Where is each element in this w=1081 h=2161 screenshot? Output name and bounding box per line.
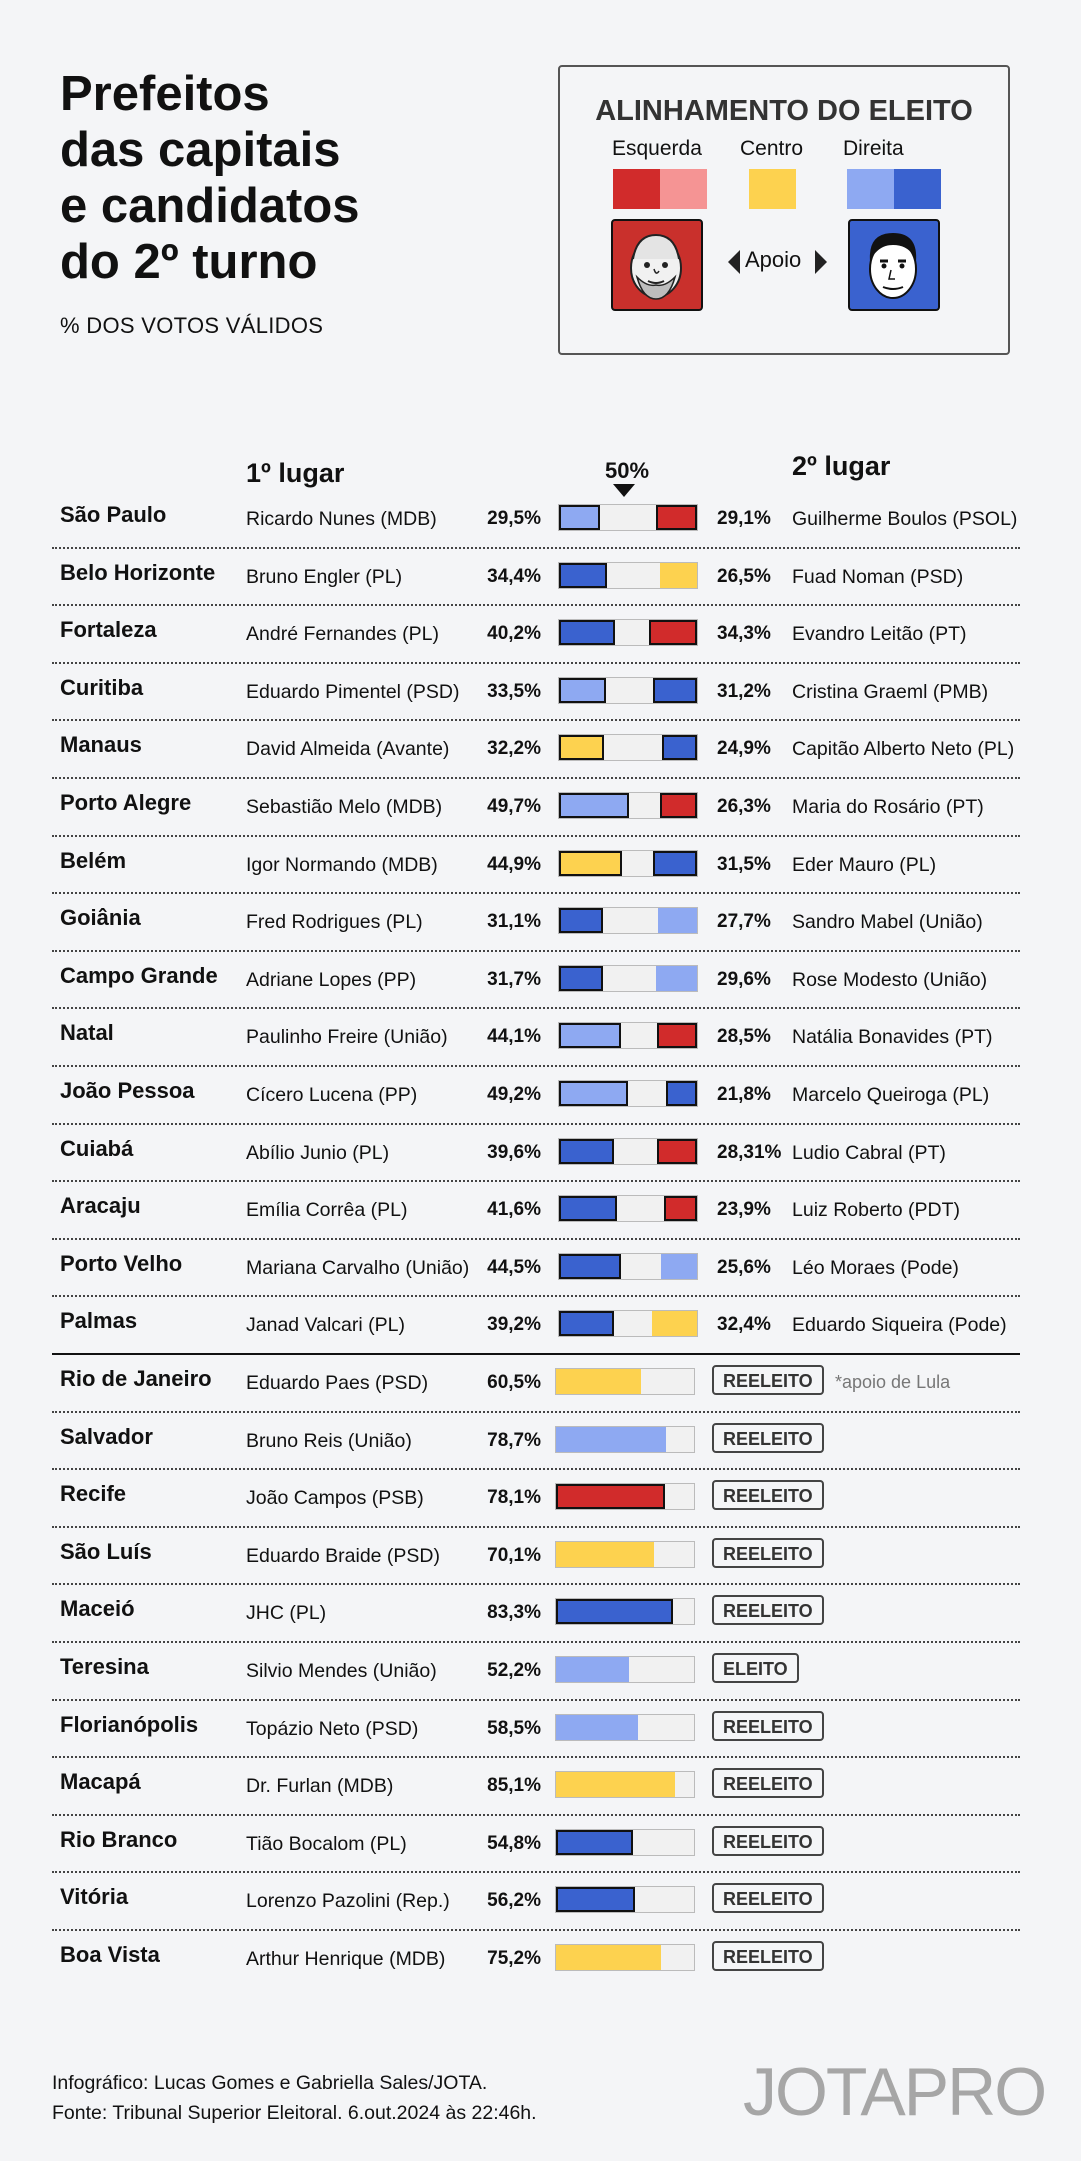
first-percent-label: 40,2% xyxy=(487,623,541,645)
city-row xyxy=(0,665,1081,722)
second-candidate-bar xyxy=(664,1196,697,1221)
first-candidate: Bruno Reis (União) xyxy=(246,1429,412,1452)
row-separator xyxy=(52,547,1020,549)
first-percent-label: 54,8% xyxy=(487,1832,541,1854)
jota-pro-logo: JOTAPRO xyxy=(743,2054,1046,2130)
city-name: Rio Branco xyxy=(60,1826,178,1852)
bar-track xyxy=(555,1944,695,1971)
city-name: São Paulo xyxy=(60,502,167,527)
city-name: Florianópolis xyxy=(60,1711,199,1737)
first-candidate-bar xyxy=(559,1196,617,1221)
second-percent-label: 28,5% xyxy=(717,1026,771,1048)
first-candidate-bar xyxy=(559,793,629,818)
elected-bar xyxy=(556,1484,665,1509)
row-separator xyxy=(52,1871,1020,1873)
first-candidate-bar xyxy=(559,735,604,760)
city-name: Maceió xyxy=(60,1596,135,1622)
status-badge: REELEITO xyxy=(712,1883,824,1913)
title-line: Prefeitos xyxy=(60,67,270,121)
first-percent-label: 78,1% xyxy=(487,1487,541,1509)
bar-track xyxy=(555,1541,695,1568)
legend-left-label: Esquerda xyxy=(612,137,702,160)
bar-track xyxy=(558,792,698,819)
first-percent-label: 33,5% xyxy=(487,680,541,702)
city-row xyxy=(0,1817,1081,1874)
first-candidate: André Fernandes (PL) xyxy=(246,623,439,646)
bar-track xyxy=(555,1656,695,1683)
legend-title: ALINHAMENTO DO ELEITO xyxy=(595,95,973,127)
bar-track xyxy=(555,1368,695,1395)
row-separator xyxy=(52,1526,1020,1528)
city-row xyxy=(0,1874,1081,1931)
credit-line: Infográfico: Lucas Gomes e Gabriella Sales/JOTA. xyxy=(52,2072,488,2094)
second-percent-label: 32,4% xyxy=(717,1314,771,1336)
second-percent-label: 31,5% xyxy=(717,853,771,875)
elected-bar xyxy=(556,1715,638,1740)
elected-bar xyxy=(556,1599,673,1624)
second-candidate-bar xyxy=(653,678,697,703)
first-percent-label: 31,1% xyxy=(487,911,541,933)
first-percent-label: 44,5% xyxy=(487,1256,541,1278)
first-place-header: 1º lugar xyxy=(246,458,345,488)
city-row xyxy=(0,1068,1081,1125)
first-candidate-bar xyxy=(559,1311,614,1336)
second-candidate-bar xyxy=(660,793,697,818)
first-percent-label: 52,2% xyxy=(487,1660,541,1681)
first-candidate-bar xyxy=(559,563,607,588)
second-candidate-bar xyxy=(652,1311,697,1336)
row-separator xyxy=(52,1814,1020,1816)
elected-bar xyxy=(556,1657,629,1682)
first-candidate-bar xyxy=(559,505,600,530)
elected-bar xyxy=(556,1887,635,1912)
row-separator xyxy=(52,1756,1020,1758)
status-badge: ELEITO xyxy=(712,1653,799,1683)
first-candidate: Tião Bocalom (PL) xyxy=(246,1832,407,1855)
second-candidate: Marcelo Queiroga (PL) xyxy=(792,1084,990,1106)
city-row xyxy=(0,1356,1081,1413)
second-candidate-bar xyxy=(662,735,697,760)
second-candidate: Ludio Cabral (PT) xyxy=(792,1141,946,1164)
first-percent-label: 44,9% xyxy=(487,853,541,875)
first-candidate: Eduardo Braide (PSD) xyxy=(246,1544,441,1567)
status-badge: REELEITO xyxy=(712,1711,824,1741)
elected-bar xyxy=(556,1772,675,1797)
status-badge: REELEITO xyxy=(712,1941,824,1971)
first-percent-label: 83,3% xyxy=(487,1602,541,1624)
second-candidate-bar xyxy=(657,1023,697,1048)
bar-track xyxy=(558,504,698,531)
city-row xyxy=(0,550,1081,607)
bar-track xyxy=(558,850,698,877)
second-candidate: Luiz Roberto (PDT) xyxy=(792,1199,960,1222)
first-candidate: Mariana Carvalho (União) xyxy=(246,1256,470,1279)
bar-track xyxy=(558,1022,698,1049)
status-badge: REELEITO xyxy=(712,1365,824,1395)
second-percent-label: 23,9% xyxy=(717,1199,771,1221)
title-line: e candidatos xyxy=(60,179,360,233)
city-row xyxy=(0,1586,1081,1643)
source-line: Fonte: Tribunal Superior Eleitoral. 6.out.2024 às 22:46h. xyxy=(52,2102,537,2124)
city-name: Macapá xyxy=(60,1769,141,1795)
second-candidate-bar xyxy=(658,908,697,933)
second-candidate: Guilherme Boulos (PSOL) xyxy=(792,508,1018,530)
city-row xyxy=(0,1759,1081,1816)
city-row xyxy=(0,953,1081,1010)
bar-track xyxy=(558,907,698,934)
bar-track xyxy=(555,1426,695,1453)
bar-track xyxy=(555,1886,695,1913)
row-separator xyxy=(52,950,1020,952)
city-row xyxy=(0,1298,1081,1355)
first-candidate: Silvio Mendes (União) xyxy=(246,1660,437,1682)
second-percent-label: 26,5% xyxy=(717,565,771,587)
city-row xyxy=(0,1932,1081,1989)
city-name: Curitiba xyxy=(60,674,144,700)
second-candidate: Maria do Rosário (PT) xyxy=(792,796,984,818)
second-candidate-bar xyxy=(657,1139,697,1164)
row-separator xyxy=(52,892,1020,894)
city-name: Teresina xyxy=(60,1654,149,1679)
row-separator xyxy=(52,1411,1020,1413)
first-candidate: João Campos (PSB) xyxy=(246,1487,424,1510)
bar-track xyxy=(558,1310,698,1337)
legend-support-label: Apoio xyxy=(745,247,802,272)
first-candidate: Cícero Lucena (PP) xyxy=(246,1084,418,1106)
first-percent-label: 56,2% xyxy=(487,1890,541,1912)
city-row xyxy=(0,895,1081,952)
first-candidate: Emília Corrêa (PL) xyxy=(246,1199,408,1222)
city-row xyxy=(0,607,1081,664)
city-row xyxy=(0,780,1081,837)
first-candidate: Dr. Furlan (MDB) xyxy=(246,1775,394,1798)
city-name: Cuiabá xyxy=(60,1135,134,1161)
second-candidate: Rose Modesto (União) xyxy=(792,968,988,991)
legend-center-label: Centro xyxy=(740,137,804,160)
first-candidate-bar xyxy=(559,908,603,933)
row-separator xyxy=(52,1641,1020,1643)
city-name: Porto Alegre xyxy=(60,790,192,815)
row-separator xyxy=(52,719,1020,721)
first-candidate: David Almeida (Avante) xyxy=(246,738,450,761)
second-percent-label: 34,3% xyxy=(717,623,771,645)
row-separator xyxy=(52,1583,1020,1585)
support-note: *apoio de Lula xyxy=(835,1372,951,1392)
first-percent-label: 70,1% xyxy=(487,1544,541,1566)
status-badge: REELEITO xyxy=(712,1595,824,1625)
first-candidate: Arthur Henrique (MDB) xyxy=(246,1948,446,1970)
row-separator xyxy=(52,1295,1020,1297)
bar-track xyxy=(558,965,698,992)
row-separator xyxy=(52,1007,1020,1009)
second-candidate-bar xyxy=(656,505,697,530)
first-candidate: Abílio Junio (PL) xyxy=(246,1141,390,1164)
first-candidate: Eduardo Pimentel (PSD) xyxy=(246,680,460,703)
bar-track xyxy=(555,1829,695,1856)
row-separator xyxy=(52,1468,1020,1470)
title-line: das capitais xyxy=(60,123,341,177)
second-candidate: Sandro Mabel (União) xyxy=(792,911,983,934)
bar-track xyxy=(558,1138,698,1165)
row-separator xyxy=(52,1065,1020,1067)
bar-track xyxy=(558,734,698,761)
first-percent-label: 32,2% xyxy=(487,738,541,760)
city-name: Vitória xyxy=(60,1884,129,1910)
city-row xyxy=(0,1414,1081,1471)
first-candidate-bar xyxy=(559,1023,621,1048)
second-candidate: Eduardo Siqueira (Pode) xyxy=(792,1314,1007,1337)
city-name: Aracaju xyxy=(60,1193,141,1219)
city-row xyxy=(0,838,1081,895)
first-candidate-bar xyxy=(559,620,615,645)
row-separator xyxy=(52,1180,1020,1182)
first-percent-label: 75,2% xyxy=(487,1948,541,1969)
second-percent-label: 27,7% xyxy=(717,911,771,933)
first-candidate-bar xyxy=(559,1081,628,1106)
first-candidate-bar xyxy=(559,1254,621,1279)
second-candidate: Evandro Leitão (PT) xyxy=(792,623,967,646)
first-candidate: Fred Rodrigues (PL) xyxy=(246,911,423,934)
second-candidate-bar xyxy=(653,851,697,876)
elected-bar xyxy=(556,1427,666,1452)
first-percent-label: 85,1% xyxy=(487,1775,541,1797)
second-percent-label: 29,1% xyxy=(717,508,771,529)
first-percent-label: 44,1% xyxy=(487,1026,541,1048)
city-row xyxy=(0,1010,1081,1067)
first-candidate: Paulinho Freire (União) xyxy=(246,1026,448,1049)
first-candidate-bar xyxy=(559,678,606,703)
bar-track xyxy=(558,562,698,589)
first-candidate: Sebastião Melo (MDB) xyxy=(246,796,443,818)
elected-bar xyxy=(556,1369,641,1394)
row-separator xyxy=(52,835,1020,837)
city-row xyxy=(0,1183,1081,1240)
first-percent-label: 29,5% xyxy=(487,508,541,529)
first-percent-label: 39,6% xyxy=(487,1141,541,1163)
elected-bar xyxy=(556,1830,633,1855)
first-candidate: Eduardo Paes (PSD) xyxy=(246,1372,429,1394)
second-candidate-bar xyxy=(649,620,697,645)
status-badge: REELEITO xyxy=(712,1768,824,1798)
bar-track xyxy=(555,1598,695,1625)
second-candidate: Capitão Alberto Neto (PL) xyxy=(792,738,1015,761)
status-badge: REELEITO xyxy=(712,1423,824,1453)
first-percent-label: 39,2% xyxy=(487,1314,541,1336)
city-name: São Luís xyxy=(60,1538,152,1564)
city-name: Palmas xyxy=(60,1308,138,1334)
title-line: do 2º turno xyxy=(60,235,318,289)
bar-track xyxy=(558,1080,698,1107)
city-name: João Pessoa xyxy=(60,1078,195,1103)
row-separator xyxy=(52,1123,1020,1125)
city-name: Salvador xyxy=(60,1423,153,1449)
first-percent-label: 78,7% xyxy=(487,1429,541,1451)
first-candidate: JHC (PL) xyxy=(246,1602,327,1625)
first-candidate: Adriane Lopes (PP) xyxy=(246,968,417,991)
first-percent-label: 49,2% xyxy=(487,1084,541,1105)
first-percent-label: 34,4% xyxy=(487,565,541,587)
legend-right-label: Direita xyxy=(843,137,904,160)
city-row xyxy=(0,1644,1081,1701)
city-name: Goiânia xyxy=(60,905,141,931)
bar-track xyxy=(555,1714,695,1741)
row-separator xyxy=(52,1238,1020,1240)
bar-track xyxy=(558,1253,698,1280)
city-name: Manaus xyxy=(60,732,142,758)
first-percent-label: 60,5% xyxy=(487,1372,541,1393)
second-candidate: Léo Moraes (Pode) xyxy=(792,1256,959,1279)
status-badge: REELEITO xyxy=(712,1538,824,1568)
subtitle: % DOS VOTOS VÁLIDOS xyxy=(60,313,324,338)
first-candidate: Bruno Engler (PL) xyxy=(246,565,403,588)
first-candidate-bar xyxy=(559,966,603,991)
row-separator xyxy=(52,777,1020,779)
city-name: Boa Vista xyxy=(60,1942,160,1967)
city-row xyxy=(0,1126,1081,1183)
second-percent-label: 25,6% xyxy=(717,1256,771,1278)
city-row xyxy=(0,1241,1081,1298)
second-candidate: Eder Mauro (PL) xyxy=(792,853,937,876)
city-name: Rio de Janeiro xyxy=(60,1366,212,1391)
first-candidate: Topázio Neto (PSD) xyxy=(246,1717,419,1740)
city-row xyxy=(0,1529,1081,1586)
first-candidate: Igor Normando (MDB) xyxy=(246,853,438,876)
row-separator xyxy=(52,604,1020,606)
elected-bar xyxy=(556,1542,654,1567)
second-candidate: Natália Bonavides (PT) xyxy=(792,1026,993,1049)
bar-track xyxy=(558,1195,698,1222)
bar-track xyxy=(555,1771,695,1798)
first-percent-label: 31,7% xyxy=(487,968,541,990)
second-place-header: 2º lugar xyxy=(792,451,891,481)
second-percent-label: 21,8% xyxy=(717,1084,771,1105)
second-percent-label: 26,3% xyxy=(717,796,771,817)
bar-track xyxy=(558,619,698,646)
second-candidate: Fuad Noman (PSD) xyxy=(792,565,964,588)
first-percent-label: 58,5% xyxy=(487,1717,541,1739)
city-row xyxy=(0,1702,1081,1759)
second-candidate-bar xyxy=(666,1081,697,1106)
city-name: Porto Velho xyxy=(60,1250,183,1276)
status-badge: REELEITO xyxy=(712,1480,824,1510)
footer-credits xyxy=(52,2068,537,2128)
city-name: Recife xyxy=(60,1481,127,1507)
row-separator xyxy=(52,1353,1020,1355)
bar-track xyxy=(558,677,698,704)
second-percent-label: 31,2% xyxy=(717,680,771,702)
row-separator xyxy=(52,1929,1020,1931)
bar-track xyxy=(555,1483,695,1510)
city-name: Fortaleza xyxy=(60,617,157,643)
second-percent-label: 24,9% xyxy=(717,738,771,760)
second-percent-label: 29,6% xyxy=(717,968,771,990)
city-row xyxy=(0,722,1081,779)
second-candidate-bar xyxy=(656,966,697,991)
first-candidate: Lorenzo Pazolini (Rep.) xyxy=(246,1890,450,1913)
first-candidate: Ricardo Nunes (MDB) xyxy=(246,508,437,530)
city-name: Campo Grande xyxy=(60,962,218,988)
first-candidate-bar xyxy=(559,851,622,876)
row-separator xyxy=(52,662,1020,664)
city-name: Belém xyxy=(60,847,127,873)
second-percent-label: 28,31% xyxy=(717,1141,782,1163)
first-candidate-bar xyxy=(559,1139,614,1164)
city-name: Natal xyxy=(60,1020,114,1046)
city-name: Belo Horizonte xyxy=(60,559,216,585)
city-row xyxy=(0,492,1081,549)
city-row xyxy=(0,1471,1081,1528)
second-candidate-bar xyxy=(660,563,697,588)
fifty-percent-marker: 50% xyxy=(605,458,650,483)
second-candidate: Cristina Graeml (PMB) xyxy=(792,680,989,703)
first-percent-label: 49,7% xyxy=(487,796,541,817)
status-badge: REELEITO xyxy=(712,1826,824,1856)
second-candidate-bar xyxy=(661,1254,697,1279)
first-percent-label: 41,6% xyxy=(487,1199,541,1221)
first-candidate: Janad Valcari (PL) xyxy=(246,1314,405,1337)
row-separator xyxy=(52,1699,1020,1701)
elected-bar xyxy=(556,1945,661,1970)
